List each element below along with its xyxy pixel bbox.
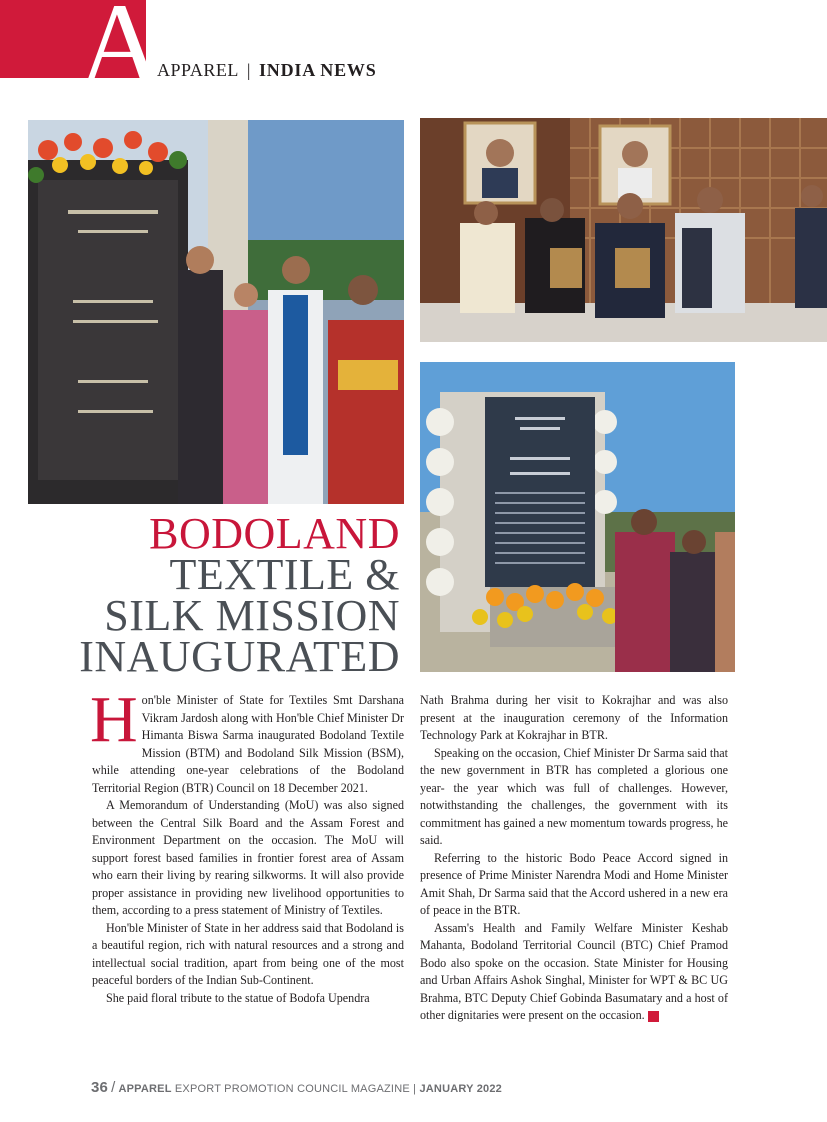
footer-brand: APPAREL (118, 1083, 172, 1095)
drop-cap: H (90, 683, 138, 756)
paragraph: Speaking on the occasion, Chief Minister Dr Sarma said that the new government in BTR has completed a glorious one year- the year which was full of challenges. However, notwithstanding the challenges, the government with its commitment has gained a new momentum towards progress, he said. (420, 745, 728, 847)
paragraph: She paid floral tribute to the statue of Bodofa Upendra (106, 990, 370, 1005)
footer-issue: JANUARY 2022 (419, 1083, 502, 1095)
page-number: 36 (91, 1079, 109, 1096)
header-separator: | (246, 60, 251, 80)
paragraph: Nath Brahma during her visit to Kokrajhar and was also present at the inauguration ceremony of the Information Technology Park at Kokrajhar in BTR. (420, 693, 728, 742)
section-label: INDIA NEWS (258, 60, 377, 80)
paragraph: A Memorandum of Understanding (MoU) was also signed between the Central Silk Board and the Assam Forest and Environment Department on the occasion. The MoU will support forest based families in frontier forest area of Assam who earn their living by rearing silkworms. It will also provide proper assistance in providing new livelihood opportunities to them, according to a press statement of Ministry of Textiles. (92, 798, 404, 917)
headline-line-4: INAUGURATED (79, 632, 400, 681)
section-header (157, 60, 377, 81)
paragraph: Hon'ble Minister of State for Textiles Smt Darshana Vikram Jardosh along with Hon'ble Chief Minister Dr Himanta Biswa Sarma inaugurated Bodoland Textile Mission (BTM) and Bodoland Silk Mission (BSM), while attending one-year celebrations of the Bodoland Territorial Region (BTR) Council on 18 December 2021. (90, 683, 404, 795)
headline-line-2: TEXTILE & (169, 550, 400, 599)
headline-line-3: SILK MISSION (104, 591, 400, 640)
end-mark-icon: A (648, 1011, 659, 1022)
footer-slash: / (111, 1079, 116, 1096)
paragraph: Referring to the historic Bodo Peace Accord signed in presence of Prime Minister Narendra Modi and Home Minister Amit Shah, Dr Sarma said that the Accord ushered in a new era of peace in the BTR. (420, 850, 728, 917)
photo-mou-signing (420, 118, 827, 342)
photo-inauguration-plaque (28, 120, 404, 504)
brand-label: APPAREL (157, 60, 239, 80)
footer-separator: | (413, 1083, 417, 1095)
logo-letter: A (78, 0, 164, 110)
headline-line-1: BODOLAND (149, 509, 400, 558)
headline (40, 509, 400, 681)
page-footer (91, 1079, 502, 1096)
article-column-2 (420, 692, 728, 1025)
article-column-1 (90, 683, 404, 1007)
photo-floral-tribute (420, 362, 735, 672)
paragraph: Hon'ble Minister of State in her address said that Bodoland is a beautiful region, rich with natural resources and a strong and intellectual social tradition, apart from being one of the most peaceful borders of the Indian Sub-Continent. (92, 920, 404, 987)
footer-magazine: EXPORT PROMOTION COUNCIL MAGAZINE (174, 1083, 410, 1095)
paragraph: Assam's Health and Family Welfare Minister Keshab Mahanta, Bodoland Territorial Council (BTC) Chief Pramod Bodo also spoke on the occasion. State Minister for Housing and Urban Affairs Ashok Singhal, Minister for WPT & BC UG Brahma, BTC Deputy Chief Gobinda Basumatary and a host of other dignitaries were present on the occasion. A (420, 920, 728, 1022)
